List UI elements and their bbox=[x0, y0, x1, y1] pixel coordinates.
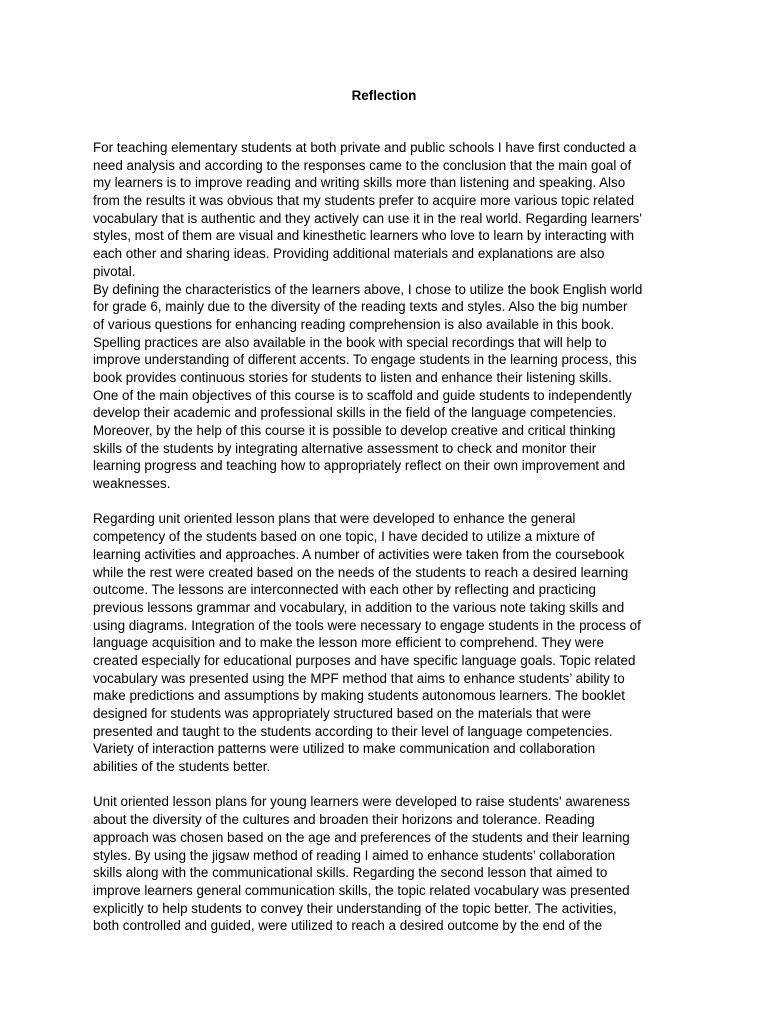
paragraph bbox=[93, 281, 683, 493]
text-line: One of the main objectives of this course is to scaffold and guide students to independently bbox=[93, 387, 632, 403]
text-line: weaknesses. bbox=[93, 476, 171, 492]
text-line: outcome. The lessons are interconnected with each other by reflecting and practicing bbox=[93, 582, 596, 598]
text-line: Variety of interaction patterns were utilized to make communication and collaboration bbox=[93, 741, 596, 757]
text-line: learning progress and teaching how to appropriately reflect on their own improvement and bbox=[93, 458, 626, 474]
text-line: both controlled and guided, were utilized to reach a desired outcome by the end of the bbox=[93, 918, 603, 934]
text-line: learning activities and approaches. A number of activities were taken from the coursebook bbox=[93, 546, 625, 562]
text-line: my learners is to improve reading and writing skills more than listening and speaking. Also bbox=[93, 175, 626, 191]
text-line: Spelling practices are also available in the book with special recordings that will help to bbox=[93, 334, 607, 350]
text-line: each other and sharing ideas. Providing additional materials and explanations are also bbox=[93, 246, 605, 262]
text-line: using diagrams. Integration of the tools were necessary to engage students in the process of bbox=[93, 617, 641, 633]
text-line: By defining the characteristics of the learners above, I chose to utilize the book English world bbox=[93, 281, 643, 297]
text-line: styles, most of them are visual and kinesthetic learners who love to learn by interacting with bbox=[93, 228, 635, 244]
text-line: vocabulary that is authentic and they actively can use it in the real world. Regarding learners' bbox=[93, 210, 642, 226]
text-line: of various questions for enhancing reading comprehension is also available in this book. bbox=[93, 316, 615, 332]
text-line: Unit oriented lesson plans for young learners were developed to raise students' awareness bbox=[93, 794, 631, 810]
text-line: skills of the students by integrating alternative assessment to check and monitor their bbox=[93, 440, 597, 456]
text-line: vocabulary was presented using the MPF method that aims to enhance students’ ability to bbox=[93, 670, 625, 686]
text-line: Regarding unit oriented lesson plans that were developed to enhance the general bbox=[93, 511, 576, 527]
text-line: language acquisition and to make the lesson more efficient to comprehend. They were bbox=[93, 635, 604, 651]
text-line: approach was chosen based on the age and preferences of the students and their learning bbox=[93, 829, 630, 845]
text-line: need analysis and according to the responses came to the conclusion that the main goal of bbox=[93, 157, 632, 173]
text-line: Moreover, by the help of this course it is possible to develop creative and critical thinking bbox=[93, 423, 616, 438]
text-line: while the rest were created based on the needs of the students to reach a desired learning bbox=[93, 564, 629, 580]
text-line: designed for students was appropriately structured based on the materials that were bbox=[93, 706, 591, 721]
text-line: created especially for educational purposes and have specific language goals. Topic related bbox=[93, 652, 636, 668]
text-line: skills along with the communicational skills. Regarding the second lesson that aimed to bbox=[93, 865, 608, 881]
text-line: styles. By using the jigsaw method of reading I aimed to enhance students’ collaboration bbox=[93, 847, 616, 863]
text-line: competency of the students based on one topic, I have decided to utilize a mixture of bbox=[93, 529, 595, 545]
text-line: make predictions and assumptions by making students autonomous learners. The booklet bbox=[93, 688, 625, 704]
text-line: abilities of the students better. bbox=[93, 759, 271, 775]
text-line: explicitly to help students to convey their understanding of the topic better. The activities, bbox=[93, 900, 617, 916]
text-line: For teaching elementary students at both private and public schools I have first conducted a bbox=[93, 140, 637, 155]
paragraph-spacer bbox=[93, 493, 683, 511]
text-line: for grade 6, mainly due to the diversity of the reading texts and styles. Also the big number bbox=[93, 299, 628, 315]
text-line: presented and taught to the students according to their level of language competencies. bbox=[93, 723, 613, 739]
paragraph bbox=[93, 510, 683, 775]
paragraph bbox=[93, 793, 683, 935]
document-title: Reflection bbox=[351, 88, 417, 103]
text-line: improve learners general communication skills, the topic related vocabulary was presented bbox=[93, 882, 630, 898]
text-line: previous lessons grammar and vocabulary, in addition to the various note taking skills and bbox=[93, 599, 625, 615]
document-body bbox=[93, 139, 683, 935]
text-line: book provides continuous stories for students to listen and enhance their listening skills. bbox=[93, 369, 612, 385]
text-line: develop their academic and professional skills in the field of the language competencies. bbox=[93, 405, 617, 421]
text-line: pivotal. bbox=[93, 263, 136, 279]
paragraph-spacer bbox=[93, 776, 683, 794]
paragraph bbox=[93, 139, 683, 281]
text-line: from the results it was obvious that my students prefer to acquire more various topic related bbox=[93, 193, 635, 209]
text-line: improve understanding of different accents. To engage students in the learning process, this bbox=[93, 352, 637, 368]
text-line: about the diversity of the cultures and broaden their horizons and tolerance. Reading bbox=[93, 812, 595, 828]
